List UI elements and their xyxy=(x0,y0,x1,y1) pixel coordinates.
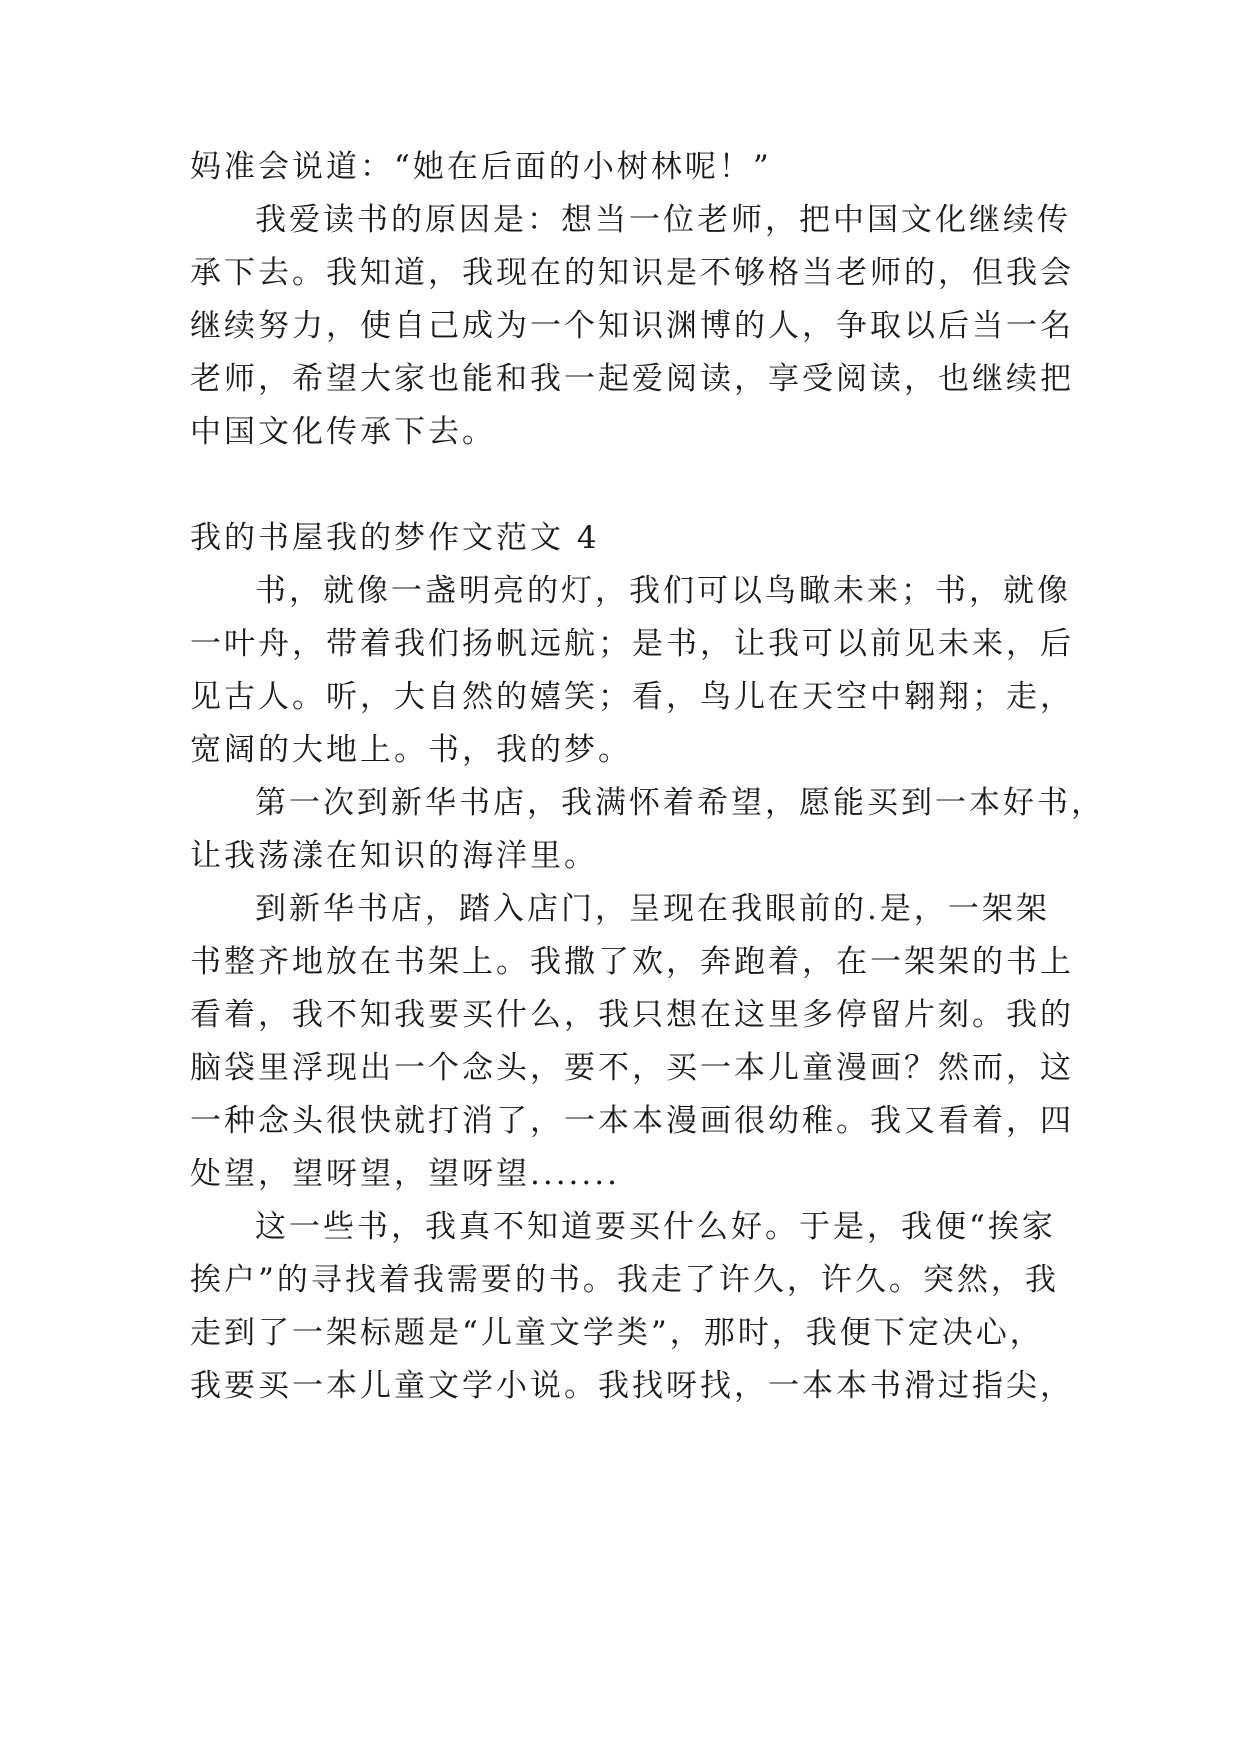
paragraph-line: 到新华书店，踏入店门，呈现在我眼前的.是，一架架 xyxy=(255,891,1050,927)
paragraph-line: 挨户”的寻找着我需要的书。我走了许久，许久。突然，我 xyxy=(190,1262,1059,1298)
paragraph-line: 书整齐地放在书架上。我撒了欢，奔跑着，在一架架的书上 xyxy=(190,944,1074,980)
paragraph-line: 一叶舟，带着我们扬帆远航；是书，让我可以前见未来，后 xyxy=(190,626,1074,662)
paragraph-line: 中国文化传承下去。 xyxy=(190,414,496,450)
paragraph-line: 继续努力，使自己成为一个知识渊博的人，争取以后当一名 xyxy=(190,308,1074,344)
paragraph-line: 我要买一本儿童文学小说。我找呀找，一本本书滑过指尖， xyxy=(190,1368,1074,1404)
paragraph-line: 让我荡漾在知识的海洋里。 xyxy=(190,838,598,874)
paragraph-line: 宽阔的大地上。书，我的梦。 xyxy=(190,732,632,768)
paragraph-line: 老师，希望大家也能和我一起爱阅读，享受阅读，也继续把 xyxy=(190,361,1074,397)
paragraph-line: 妈准会说道：“她在后面的小树林呢！” xyxy=(190,149,772,185)
paragraph-line: 走到了一架标题是“儿童文学类”，那时，我便下定决心， xyxy=(190,1315,1044,1351)
paragraph-line: 处望，望呀望，望呀望....... xyxy=(190,1156,620,1192)
section-heading: 我的书屋我的梦作文范文 4 xyxy=(190,520,600,556)
paragraph-line: 这一些书，我真不知道要买什么好。于是，我便“挨家 xyxy=(255,1209,1056,1245)
paragraph-line: 第一次到新华书店，我满怀着希望，愿能买到一本好书， xyxy=(255,785,1105,821)
paragraph-line: 一种念头很快就打消了，一本本漫画很幼稚。我又看着，四 xyxy=(190,1103,1074,1139)
paragraph-line: 看着，我不知我要买什么，我只想在这里多停留片刻。我的 xyxy=(190,997,1074,1033)
paragraph-line: 脑袋里浮现出一个念头，要不，买一本儿童漫画？然而，这 xyxy=(190,1050,1074,1086)
paragraph-line: 见古人。听，大自然的嬉笑；看，鸟儿在天空中翱翔；走， xyxy=(190,679,1074,715)
paragraph-line: 书，就像一盏明亮的灯，我们可以鸟瞰未来；书，就像 xyxy=(255,573,1071,609)
paragraph-line: 我爱读书的原因是：想当一位老师，把中国文化继续传 xyxy=(255,202,1071,238)
paragraph-line: 承下去。我知道，我现在的知识是不够格当老师的，但我会 xyxy=(190,255,1074,291)
